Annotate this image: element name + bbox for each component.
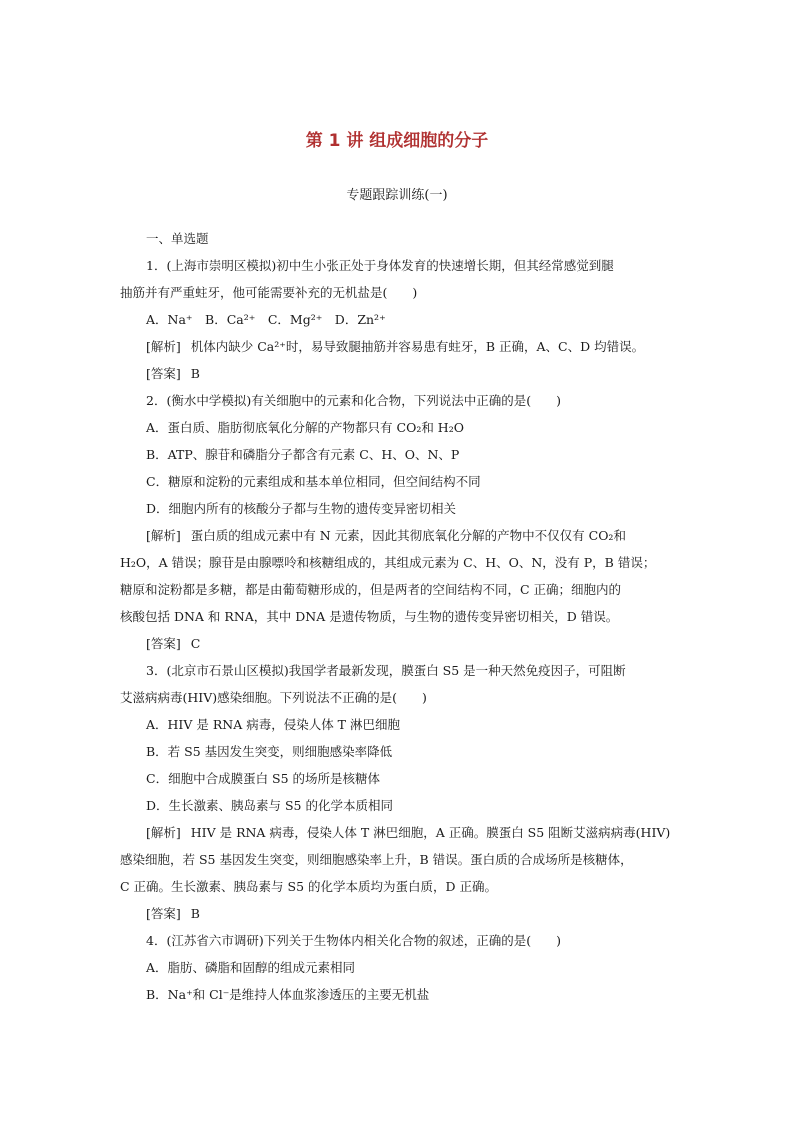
- line-text: 感染细胞，若 S5 基因发生突变，则细胞感染率上升，B 错误。蛋白质的合成场所是核糖体，: [120, 852, 633, 867]
- text-line: [120, 522, 680, 549]
- line-label: [解析]: [146, 825, 181, 840]
- text-line: [120, 306, 680, 333]
- text-line: [120, 630, 680, 657]
- line-text: A．HIV 是 RNA 病毒，侵染人体 T 淋巴细胞: [146, 717, 400, 732]
- text-line: [120, 873, 680, 900]
- text-line: [120, 333, 680, 360]
- line-text: B．Na⁺和 Cl⁻是维持人体血浆渗透压的主要无机盐: [146, 987, 430, 1002]
- line-text: 4．(江苏省六市调研)下列关于生物体内相关化合物的叙述，正确的是( ): [146, 933, 561, 948]
- text-line: [120, 603, 680, 630]
- text-line: [120, 657, 680, 684]
- line-text: 糖原和淀粉都是多糖，都是由葡萄糖形成的，但是两者的空间结构不同，C 正确；细胞内的: [120, 582, 622, 597]
- text-line: [120, 468, 680, 495]
- text-line: [120, 711, 680, 738]
- line-text: C 正确。生长激素、胰岛素与 S5 的化学本质均为蛋白质，D 正确。: [120, 879, 497, 894]
- text-line: [120, 954, 680, 981]
- page-subtitle: 专题跟踪训练(一): [346, 188, 448, 203]
- page-title: 第 1 讲 组成细胞的分子: [305, 131, 489, 151]
- line-text: C．糖原和淀粉的元素组成和基本单位相同，但空间结构不同: [146, 474, 481, 489]
- text-line: [120, 360, 680, 387]
- line-text: B: [190, 366, 200, 381]
- text-line: [120, 576, 680, 603]
- line-text: 蛋白质的组成元素中有 N 元素，因此其彻底氧化分解的产物中不仅仅有 CO₂和: [190, 528, 626, 543]
- line-text: B．ATP、腺苷和磷脂分子都含有元素 C、H、O、N、P: [146, 447, 460, 462]
- text-line: [120, 900, 680, 927]
- line-text: C: [190, 636, 201, 651]
- text-line: [120, 495, 680, 522]
- text-line: [120, 792, 680, 819]
- line-text: H₂O，A 错误；腺苷是由腺嘌呤和核糖组成的，其组成元素为 C、H、O、N，没有 P，B 错误；: [120, 555, 656, 570]
- text-lines: [120, 252, 680, 1008]
- line-label: [答案]: [146, 636, 181, 651]
- line-text: 机体内缺少 Ca²⁺时，易导致腿抽筋并容易患有蛀牙，B 正确，A、C、D 均错误。: [190, 339, 645, 354]
- line-text: 抽筋并有严重蛀牙，他可能需要补充的无机盐是( ): [120, 285, 418, 300]
- line-text: 核酸包括 DNA 和 RNA，其中 DNA 是遗传物质，与生物的遗传变异密切相关，D 错误。: [120, 609, 619, 624]
- text-line: [120, 927, 680, 954]
- text-line: [120, 738, 680, 765]
- text-line: [120, 441, 680, 468]
- line-label: [解析]: [146, 528, 181, 543]
- line-text: HIV 是 RNA 病毒，侵染人体 T 淋巴细胞，A 正确。膜蛋白 S5 阻断艾滋病病毒(HIV): [190, 825, 671, 840]
- line-text: A．Na⁺ B．Ca²⁺ C．Mg²⁺ D．Zn²⁺: [146, 312, 386, 327]
- line-text: A．脂肪、磷脂和固醇的组成元素相同: [146, 960, 356, 975]
- line-label: [答案]: [146, 906, 181, 921]
- line-text: A．蛋白质、脂肪彻底氧化分解的产物都只有 CO₂和 H₂O: [146, 420, 464, 435]
- text-line: [120, 981, 680, 1008]
- line-text: B: [190, 906, 200, 921]
- text-line: [120, 549, 680, 576]
- line-label: [答案]: [146, 366, 181, 381]
- line-text: D．生长激素、胰岛素与 S5 的化学本质相同: [146, 798, 393, 813]
- document-body: [120, 225, 680, 1008]
- text-line: [120, 252, 680, 279]
- text-line: [120, 819, 680, 846]
- text-line: [120, 279, 680, 306]
- line-text: C．细胞中合成膜蛋白 S5 的场所是核糖体: [146, 771, 381, 786]
- line-text: B．若 S5 基因发生突变，则细胞感染率降低: [146, 744, 393, 759]
- text-line: [120, 414, 680, 441]
- line-text: 3．(北京市石景山区模拟)我国学者最新发现，膜蛋白 S5 是一种天然免疫因子，可阻断: [146, 663, 626, 678]
- text-line: [120, 846, 680, 873]
- text-line: [120, 684, 680, 711]
- text-line: [120, 765, 680, 792]
- line-text: 2．(衡水中学模拟)有关细胞中的元素和化合物，下列说法中正确的是( ): [146, 393, 561, 408]
- text-line: [120, 387, 680, 414]
- line-text: 1．(上海市崇明区模拟)初中生小张正处于身体发育的快速增长期，但其经常感觉到腿: [146, 258, 614, 273]
- line-label: [解析]: [146, 339, 181, 354]
- section-heading: 一、单选题: [146, 231, 209, 246]
- line-text: 艾滋病病毒(HIV)感染细胞。下列说法不正确的是( ): [120, 690, 427, 705]
- line-text: D．细胞内所有的核酸分子都与生物的遗传变异密切相关: [146, 501, 457, 516]
